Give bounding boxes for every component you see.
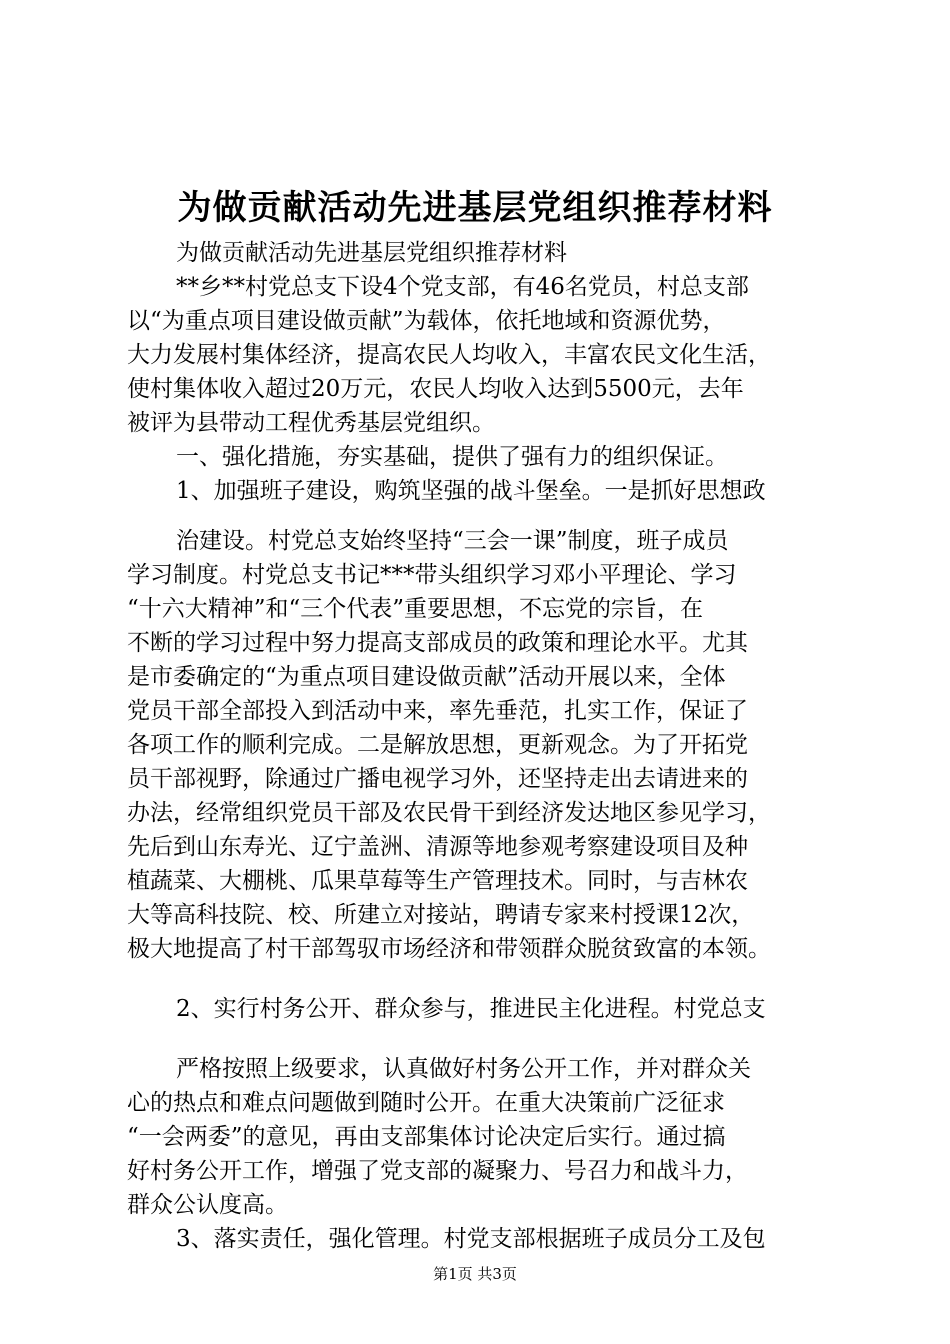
body-line: 1、加强班子建设，购筑坚强的战斗堡垒。一是抓好思想政 <box>176 478 766 504</box>
body-line: 群众公认度高。 <box>127 1192 288 1218</box>
body-line: 先后到山东寿光、辽宁盖洲、清源等地参观考察建设项目及种 <box>127 834 748 860</box>
page-footer: 第1页 共3页 <box>433 1265 517 1283</box>
body-line: 心的热点和难点问题做到随时公开。在重大决策前广泛征求 <box>127 1090 725 1116</box>
body-line: 为做贡献活动先进基层党组织推荐材料 <box>176 240 567 266</box>
body-line: **乡**村党总支下设4个党支部，有46名党员，村总支部 <box>176 274 749 300</box>
body-line: 严格按照上级要求，认真做好村务公开工作，并对群众关 <box>176 1056 751 1082</box>
body-line: 大等高科技院、校、所建立对接站，聘请专家来村授课12次， <box>127 902 755 928</box>
body-line: 大力发展村集体经济，提高农民人均收入，丰富农民文化生活， <box>127 342 771 368</box>
body-line: 极大地提高了村干部驾驭市场经济和带领群众脱贫致富的本领。 <box>127 936 771 962</box>
body-line: 党员干部全部投入到活动中来，率先垂范，扎实工作，保证了 <box>127 698 748 724</box>
body-line: 是市委确定的“为重点项目建设做贡献”活动开展以来，全体 <box>127 664 726 690</box>
body-line: 好村务公开工作，增强了党支部的凝聚力、号召力和战斗力， <box>127 1158 748 1184</box>
body-line: 一、强化措施，夯实基础，提供了强有力的组织保证。 <box>176 444 728 470</box>
body-line: 治建设。村党总支始终坚持“三会一课”制度，班子成员 <box>176 528 729 554</box>
body-line: 员干部视野，除通过广播电视学习外，还坚持走出去请进来的 <box>127 766 748 792</box>
body-line: 被评为县带动工程优秀基层党组织。 <box>127 410 495 436</box>
body-line: 不断的学习过程中努力提高支部成员的政策和理论水平。尤其 <box>127 630 748 656</box>
body-line: 学习制度。村党总支书记***带头组织学习邓小平理论、学习 <box>127 562 737 588</box>
body-line: 3、落实责任，强化管理。村党支部根据班子成员分工及包 <box>176 1226 766 1252</box>
body-line: 植蔬菜、大棚桃、瓜果草莓等生产管理技术。同时，与吉林农 <box>127 868 748 894</box>
body-line: “一会两委”的意见，再由支部集体讨论决定后实行。通过搞 <box>127 1124 726 1150</box>
document-title: 为做贡献活动先进基层党组织推荐材料 <box>177 188 773 228</box>
body-line: “十六大精神”和“三个代表”重要思想，不忘党的宗旨，在 <box>127 596 704 622</box>
body-line: 以“为重点项目建设做贡献”为载体，依托地域和资源优势， <box>127 308 726 334</box>
body-line: 办法，经常组织党员干部及农民骨干到经济发达地区参见学习， <box>127 800 771 826</box>
body-line: 2、实行村务公开、群众参与，推进民主化进程。村党总支 <box>176 996 766 1022</box>
body-line: 使村集体收入超过20万元，农民人均收入达到5500元，去年 <box>127 376 744 402</box>
body-line: 各项工作的顺利完成。二是解放思想，更新观念。为了开拓党 <box>127 732 748 758</box>
